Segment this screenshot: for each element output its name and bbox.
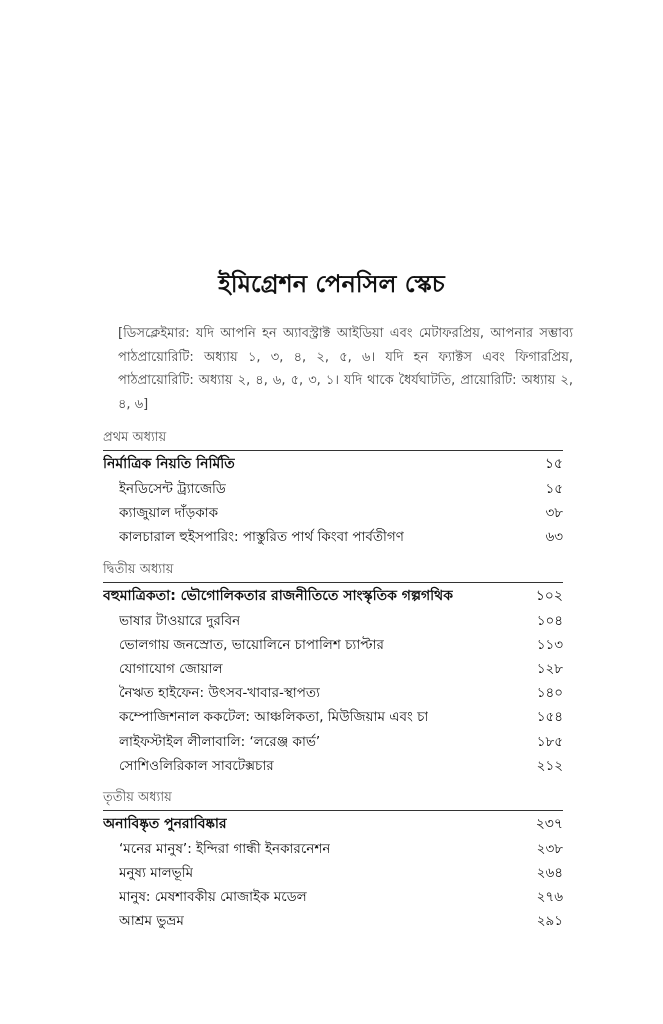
- section-label: দ্বিতীয় অধ্যায়: [103, 561, 174, 577]
- toc-entry: [103, 909, 563, 933]
- table-of-contents: [103, 426, 563, 934]
- page-title: ইমিগ্রেশন পেনসিল স্কেচ: [218, 270, 445, 298]
- toc-entry: [103, 754, 563, 778]
- entry-page: ১৫: [545, 481, 563, 497]
- toc-entry: [103, 885, 563, 909]
- entry-page: ১৮৫: [536, 733, 563, 750]
- toc-entry: [103, 837, 563, 861]
- toc-entry: [103, 861, 563, 885]
- toc-entry: [103, 705, 563, 729]
- entry-title: ক্যাজুয়াল দাঁড়কাক: [119, 505, 219, 522]
- chapter-title: বহুমাত্রিকতা: ভৌগোলিকতার রাজনীতিতে সাংস্কৃতিক গল্পগথিক: [103, 587, 454, 604]
- chapter-page: ১৫: [544, 456, 563, 472]
- toc-entry: [103, 633, 563, 657]
- entry-page: ৬৩: [545, 529, 563, 546]
- entry-title: লাইফস্টাইল লীলাবালি: ‘লরেঞ্জ কার্ভ’: [119, 733, 321, 750]
- toc-entry: [103, 681, 563, 705]
- entry-page: ২৩৮: [536, 840, 563, 857]
- toc-entry: [103, 657, 563, 681]
- entry-page: ২৭৬: [536, 889, 563, 906]
- toc-entry: [103, 609, 563, 633]
- toc-entry: [103, 730, 563, 754]
- chapter-page: ২৩৭: [535, 815, 563, 832]
- toc-entry: [103, 501, 563, 525]
- entry-title: ইনডিসেন্ট ট্র্যাজেডি: [119, 481, 226, 497]
- entry-title: মানুষ: মেষশাবকীয় মোজাইক মডেল: [119, 889, 307, 906]
- entry-title: মনুষ্য মালভূমি: [119, 865, 194, 882]
- section-label: প্রথম অধ্যায়: [103, 430, 167, 445]
- entry-title: নৈঋত হাইফেন: উৎসব-খাবার-স্থাপত্য: [119, 685, 320, 702]
- entry-page: ১৫৪: [536, 709, 563, 726]
- entry-title: আশ্রম ভুভ্রম: [119, 913, 184, 930]
- entry-title: ভাষার টাওয়ারে দুরবিন: [119, 612, 241, 629]
- entry-page: ২৬৪: [536, 865, 563, 882]
- toc-entry: [103, 477, 563, 501]
- entry-page: ৩৮: [545, 505, 563, 522]
- entry-title: কালচারাল হুইসপারিং: পাস্তুরিত পার্থ কিংবা পার্বতীগণ: [119, 529, 404, 546]
- chapter-heading: [103, 582, 563, 609]
- chapter-page: ১০২: [535, 587, 563, 604]
- chapter-title: নির্মাত্রিক নিয়তি নির্মিতি: [103, 456, 235, 472]
- section-label: তৃতীয় অধ্যায়: [103, 789, 172, 805]
- entry-page: ২১২: [536, 757, 563, 774]
- disclaimer-text: [ডিসক্লেইমার: যদি আপনি হন অ্যাবস্ট্রাক্ট আইডিয়া এবং মেটাফরপ্রিয়, আপনার সম্ভাব্য পাঠপ্রায়োরিটি: অধ্যায় ১, ৩, ৪, ২, ৫, ৬। যদি হন ফ্যাক্টস এবং ফিগারপ্রিয়, পাঠপ্রায়োরিটি: অধ্যায় ২, ৪, ৬, ৫, ৩, ১। যদি থাকে ধৈর্যঘাটতি, প্রায়োরিটি: অধ্যায় ২, ৪, ৬]: [118, 326, 573, 412]
- toc-entry: [103, 525, 563, 549]
- entry-title: সোশিওলিরিকাল সাবটেক্সচার: [119, 757, 274, 774]
- entry-page: ১২৮: [536, 660, 563, 677]
- entry-page: ২৯১: [536, 913, 563, 930]
- entry-title: ‘মনের মানুষ’: ইন্দিরা গান্ধী ইনকারনেশন: [119, 840, 331, 857]
- entry-title: ভোলগায় জনস্রোত, ভায়োলিনে চাপালিশ চ্যাপ্টার: [119, 636, 384, 653]
- entry-page: ১০৪: [536, 612, 563, 629]
- entry-title: যোগাযোগ জোয়াল: [119, 660, 223, 677]
- entry-page: ১১৩: [536, 636, 563, 653]
- chapter-title: অনাবিষ্কৃত পুনরাবিষ্কার: [103, 815, 227, 832]
- chapter-heading: [103, 810, 563, 837]
- entry-title: কম্পোজিশনাল ককটেল: আঞ্চলিকতা, মিউজিয়াম এবং চা: [119, 709, 429, 726]
- entry-page: ১৪০: [536, 685, 563, 702]
- chapter-heading: [103, 450, 563, 477]
